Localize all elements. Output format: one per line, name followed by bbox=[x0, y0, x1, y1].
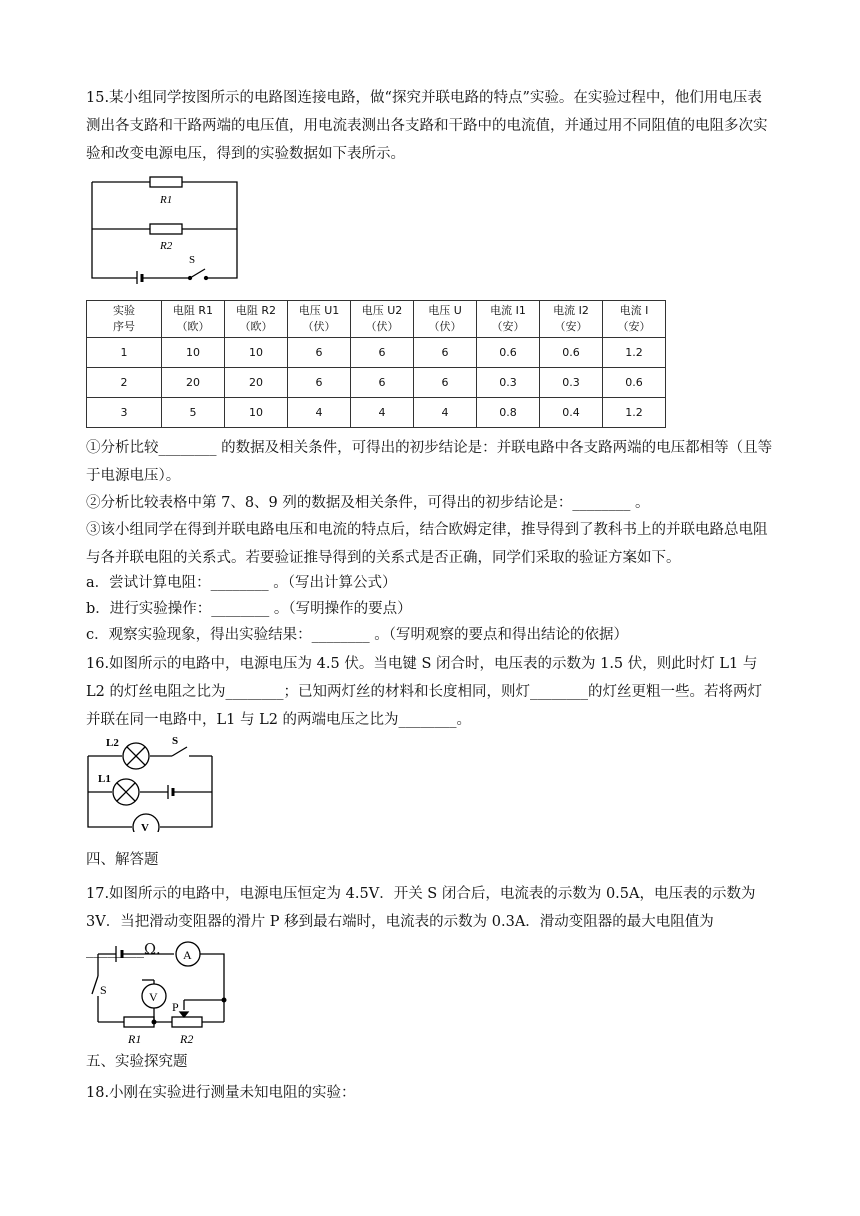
table-cell: 0.3 bbox=[540, 368, 603, 398]
table-cell: 6 bbox=[288, 338, 351, 368]
table-cell: 4 bbox=[351, 398, 414, 428]
col-header: 电压 U （伏） bbox=[414, 301, 477, 338]
table-cell: 1 bbox=[87, 338, 162, 368]
table-cell: 10 bbox=[162, 338, 225, 368]
section-5-heading: 五、实验探究题 bbox=[86, 1054, 188, 1070]
q15-item-b: b．进行实验操作：________ 。（写明操作的要点） bbox=[86, 601, 412, 617]
table-cell: 0.3 bbox=[477, 368, 540, 398]
q15-item-a: a．尝试计算电阻：________ 。（写出计算公式） bbox=[86, 575, 397, 591]
r1-label: R1 bbox=[160, 194, 173, 206]
slider-label: P bbox=[172, 1000, 179, 1014]
q15-intro: 15.某小组同学按图所示的电路图连接电路，做“探究并联电路的特点”实验。在实验过程中，他们用电压表测出各支路和干路两端的电压值，用电流表测出各支路和干路中的电流值，并通过用不同阻值的电阻多次实验和改变电源电压，得到的实验数据如下表所示。 bbox=[86, 90, 768, 162]
switch-label: S bbox=[100, 983, 107, 997]
table-cell: 0.8 bbox=[477, 398, 540, 428]
r1-label: R1 bbox=[128, 1032, 142, 1046]
q18-text: 18.小刚在实验进行测量未知电阻的实验： bbox=[86, 1085, 356, 1101]
q17-circuit-diagram bbox=[84, 936, 234, 1048]
q15-item-c: c．观察实验现象，得出实验结果：________ 。（写明观察的要点和得出结论的依据） bbox=[86, 627, 628, 643]
voltmeter-label: V bbox=[149, 990, 158, 1004]
experiment-data-table bbox=[86, 300, 666, 428]
r2-label: R2 bbox=[180, 1032, 194, 1046]
q17-text: 17.如图所示的电路中，电源电压恒定为 4.5V．开关 S 闭合后，电流表的示数为 0.5A，电压表的示数为 3V．当把滑动变阻器的滑片 P 移到最右端时，电流表的示数为 0.3A．滑动变阻器的最大电阻值为________Ω. bbox=[86, 886, 756, 958]
l2-label: L2 bbox=[106, 737, 119, 749]
q15-item-1: ①分析比较________ 的数据及相关条件，可得出的初步结论是：并联电路中各支路两端的电压都相等（且等于电源电压）。 bbox=[86, 440, 773, 484]
table-cell: 2 bbox=[87, 368, 162, 398]
voltmeter-label: V bbox=[141, 822, 149, 832]
table-cell: 4 bbox=[288, 398, 351, 428]
col-header: 电压 U1 （伏） bbox=[288, 301, 351, 338]
table-cell: 0.6 bbox=[477, 338, 540, 368]
q15-item-3: ③该小组同学在得到并联电路电压和电流的特点后，结合欧姆定律，推导得到了教科书上的并联电路总电阻与各并联电阻的关系式。若要验证推导得到的关系式是否正确，同学们采取的验证方案如下。 bbox=[86, 522, 768, 566]
q15-item-2: ②分析比较表格中第 7、8、9 列的数据及相关条件，可得出的初步结论是：________ 。 bbox=[86, 495, 650, 511]
table-header-row bbox=[87, 301, 666, 338]
q15-circuit-diagram bbox=[82, 172, 247, 284]
table-cell: 6 bbox=[351, 368, 414, 398]
table-cell: 0.4 bbox=[540, 398, 603, 428]
table-row bbox=[87, 398, 666, 428]
q16-text: 16.如图所示的电路中，电源电压为 4.5 伏。当电键 S 闭合时，电压表的示数为 1.5 伏，则此时灯 L1 与 L2 的灯丝电阻之比为________；已知两灯丝的材料和长度相同，则灯________的灯丝更粗一些。若将两灯并联在同一电路中，L1 与 L2 的两端电压之比为________。 bbox=[86, 656, 762, 728]
table-cell: 20 bbox=[225, 368, 288, 398]
table-cell: 0.6 bbox=[603, 368, 666, 398]
table-cell: 10 bbox=[225, 398, 288, 428]
table-row bbox=[87, 368, 666, 398]
r2-label: R2 bbox=[160, 240, 173, 252]
section-4-heading: 四、解答题 bbox=[86, 852, 159, 868]
col-header: 实验 序号 bbox=[87, 301, 162, 338]
table-cell: 6 bbox=[351, 338, 414, 368]
col-header: 电流 I （安） bbox=[603, 301, 666, 338]
table-cell: 1.2 bbox=[603, 398, 666, 428]
col-header: 电压 U2 （伏） bbox=[351, 301, 414, 338]
col-header: 电阻 R2 （欧） bbox=[225, 301, 288, 338]
table-cell: 5 bbox=[162, 398, 225, 428]
switch-label: S bbox=[172, 735, 179, 747]
table-cell: 20 bbox=[162, 368, 225, 398]
table-cell: 4 bbox=[414, 398, 477, 428]
table-cell: 6 bbox=[288, 368, 351, 398]
table-cell: 10 bbox=[225, 338, 288, 368]
col-header: 电流 I1 （安） bbox=[477, 301, 540, 338]
table-cell: 1.2 bbox=[603, 338, 666, 368]
table-cell: 0.6 bbox=[540, 338, 603, 368]
q16-circuit-diagram bbox=[84, 734, 216, 832]
col-header: 电流 I2 （安） bbox=[540, 301, 603, 338]
l1-label: L1 bbox=[98, 773, 111, 785]
table-cell: 3 bbox=[87, 398, 162, 428]
col-header: 电阻 R1 （欧） bbox=[162, 301, 225, 338]
table-row bbox=[87, 338, 666, 368]
table-cell: 6 bbox=[414, 368, 477, 398]
switch-label: S bbox=[189, 254, 196, 266]
table-cell: 6 bbox=[414, 338, 477, 368]
ammeter-label: A bbox=[183, 948, 192, 962]
